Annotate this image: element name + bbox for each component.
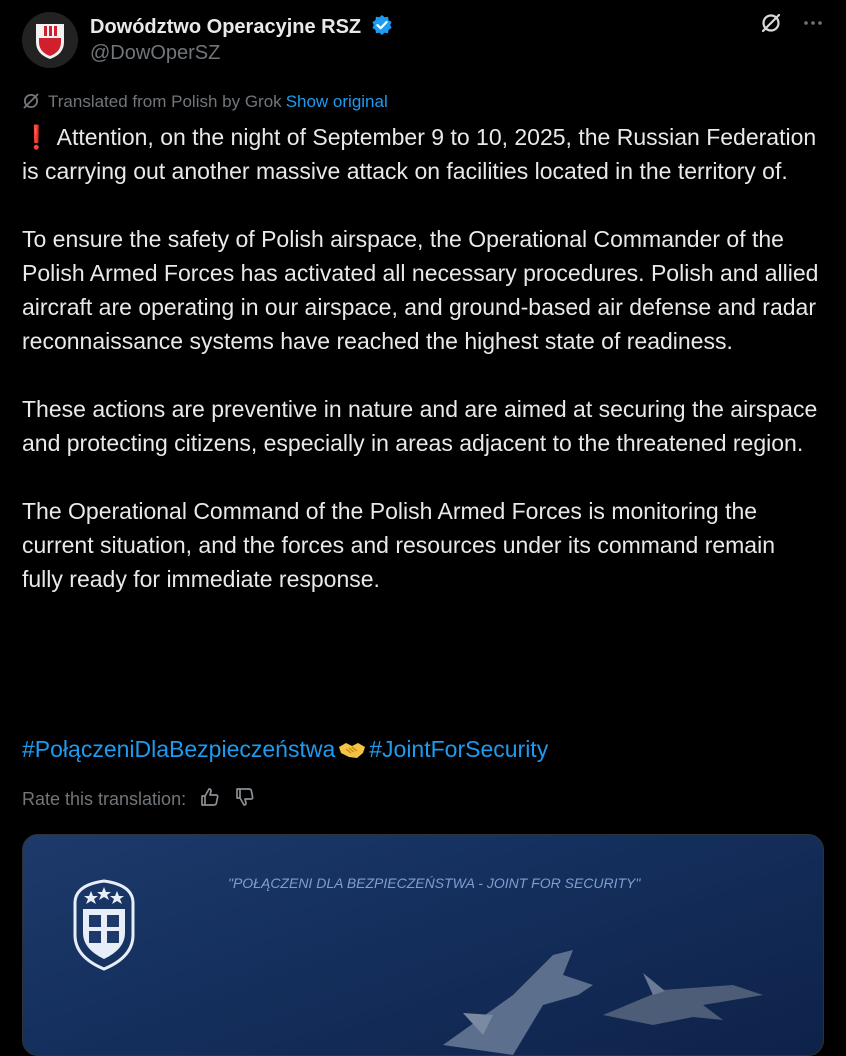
post-paragraph: To ensure the safety of Polish airspace, the Operational Commander of the Polish Armed Forces has activated all necessary procedures. Polish and allied aircraft are operating in our airspace, and ground-based air defense and radar reconnaissance systems have reached the highest state of readiness. [22,226,819,354]
grok-icon [22,92,40,110]
thumbs-down-icon[interactable] [234,786,256,808]
avatar[interactable] [22,12,78,68]
media-slogan: "POŁĄCZENI DLA BEZPIECZEŃSTWA - JOINT FOR SECURITY" [228,875,641,891]
handshake-icon [337,739,367,761]
more-options-icon[interactable] [802,12,824,34]
hashtags [22,732,548,766]
hashtag-link[interactable]: #PołączeniDlaBezpieczeństwa [22,736,336,762]
account-handle[interactable]: @DowOperSZ [90,42,221,64]
translation-notice-text: Translated from Polish by Grok [48,92,282,111]
translation-notice [22,92,388,112]
exclamation-icon: ❗ [22,124,51,150]
post-paragraph: These actions are preventive in nature and are aimed at securing the airspace and protecting citizens, especially in areas adjacent to the threatened region. [22,396,818,456]
show-original-link[interactable]: Show original [285,92,388,111]
operational-command-emblem-icon [61,873,147,973]
post-paragraph: The Operational Command of the Polish Armed Forces is monitoring the current situation, and the forces and resources under its command remain fully ready for immediate response. [22,498,775,592]
thumbs-up-icon[interactable] [199,786,221,808]
hashtag-link[interactable]: #JointForSecurity [369,736,549,762]
rate-translation [22,786,256,810]
account-name[interactable]: Dowództwo Operacyjne RSZ [90,16,362,38]
post-paragraph: ❗ Attention, on the night of September 9 to 10, 2025, the Russian Federation is carrying out another massive attack on facilities located in the territory of. [22,124,817,184]
grok-icon[interactable] [760,12,782,34]
shield-logo-icon [22,12,78,68]
post-header [22,12,846,72]
rate-translation-label: Rate this translation: [22,789,187,809]
fighter-jets-illustration [403,895,783,1055]
verified-badge-icon [371,14,393,36]
post-media-image[interactable] [22,834,824,1056]
post-body [22,120,822,630]
